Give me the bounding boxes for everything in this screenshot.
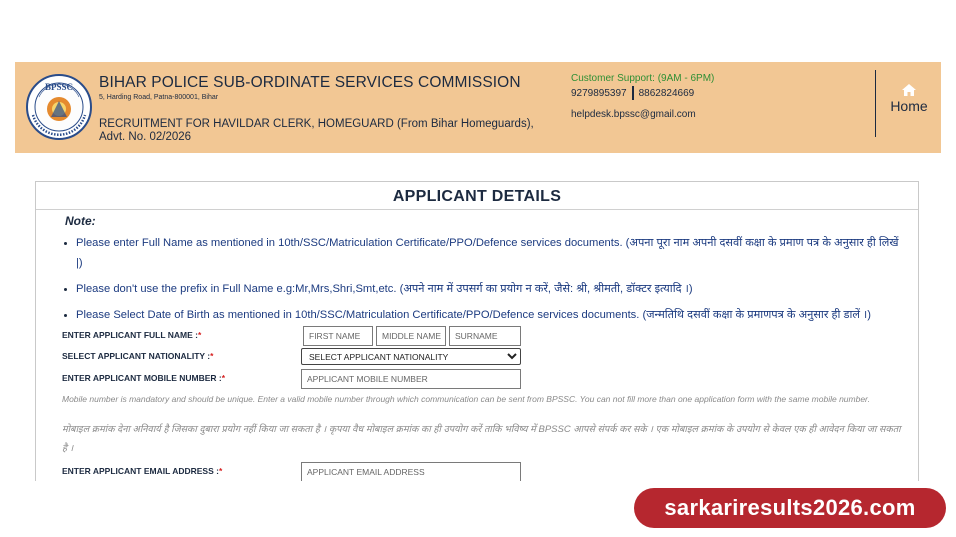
required-mark: * [221, 373, 226, 383]
full-name-label-text: ENTER APPLICANT FULL NAME : [62, 330, 198, 340]
support-phone-1[interactable]: 9279895397 [571, 87, 627, 99]
mobile-help-english: Mobile number is mandatory and should be unique. Enter a valid mobile number through which communication can be sent from BPSSC. You can not fill more than one application form with the same mobile number. [62, 394, 870, 404]
mobile-label [62, 373, 225, 383]
nationality-label-text: SELECT APPLICANT NATIONALITY : [62, 351, 211, 361]
recruitment-line: RECRUITMENT FOR HAVILDAR CLERK, HOMEGUARD (From Bihar Homeguards), [99, 118, 534, 130]
note-item: Please enter Full Name as mentioned in 10th/SSC/Matriculation Certificate/PPO/Defence services documents. (अपना पूरा नाम अपनी दसवीं कक्षा के प्रमाण पत्र के अनुसार ही लिखें |) [62, 233, 902, 273]
middle-name-input[interactable] [376, 326, 446, 346]
customer-support-label: Customer Support: (9AM - 6PM) [571, 73, 715, 84]
email-address-input[interactable] [301, 462, 521, 481]
surname-input[interactable] [449, 326, 521, 346]
home-icon [902, 84, 916, 96]
mobile-label-text: ENTER APPLICANT MOBILE NUMBER : [62, 373, 222, 383]
home-divider [875, 70, 876, 137]
mobile-help-hindi: मोबाइल क्रमांक देना अनिवार्य है जिसका दुबारा प्रयोग नहीं किया जा सकता है । कृपया वैध मोबाइल क्रमांक का ही उपयोग करें ताकि भविष्य में BPSSC आपसे संपर्क कर सके । एक मोबाइल क्रमांक के उपयोग से केवल एक ही आवेदन किया जा सकता है । [62, 424, 901, 454]
nationality-label [62, 351, 213, 361]
support-phones [571, 86, 694, 100]
required-mark: * [210, 351, 214, 361]
email-label [62, 466, 222, 476]
form-title: APPLICANT DETAILS [392, 188, 562, 205]
org-address: 5, Harding Road, Patna-800001, Bihar [99, 94, 219, 101]
email-label-text: ENTER APPLICANT EMAIL ADDRESS : [62, 466, 219, 476]
home-label: Home [890, 98, 928, 114]
site-header [15, 62, 941, 153]
svg-text:BPSSC: BPSSC [44, 82, 74, 92]
support-phone-2[interactable]: 8862824669 [638, 87, 695, 99]
org-title: BIHAR POLICE SUB-ORDINATE SERVICES COMMISSION [99, 74, 521, 91]
notes-list [62, 233, 902, 331]
note-item: Please don't use the prefix in Full Name e.g:Mr,Mrs,Shri,Smt,etc. (अपने नाम में उपसर्ग का प्रयोग न करें, जैसे: श्री, श्रीमती, डॉक्टर इत्यादि ।) [62, 279, 902, 299]
note-label: Note: [65, 214, 96, 228]
required-mark: * [198, 330, 202, 340]
note-item: Please Select Date of Birth as mentioned in 10th/SSC/Matriculation Certificate/PPO/Defence services documents. (जन्मतिथि दसवीं कक्षा के प्रमाणपत्र के अनुसार ही डालें ।) [62, 305, 902, 325]
recruitment-title [99, 118, 539, 144]
first-name-input[interactable] [303, 326, 373, 346]
support-email[interactable]: helpdesk.bpssc@gmail.com [571, 109, 696, 120]
title-divider [36, 209, 918, 210]
full-name-label [62, 330, 201, 340]
required-mark: * [218, 466, 223, 476]
site-watermark: sarkariresults2026.com [634, 488, 946, 528]
home-button[interactable] [887, 84, 931, 116]
bpssc-logo-icon [25, 73, 93, 141]
applicant-details-form [35, 181, 919, 481]
phone-divider [632, 86, 634, 100]
nationality-select[interactable] [301, 348, 521, 365]
mobile-number-input[interactable] [301, 369, 521, 389]
advertisement-number: Advt. No. 02/2026 [99, 131, 192, 143]
